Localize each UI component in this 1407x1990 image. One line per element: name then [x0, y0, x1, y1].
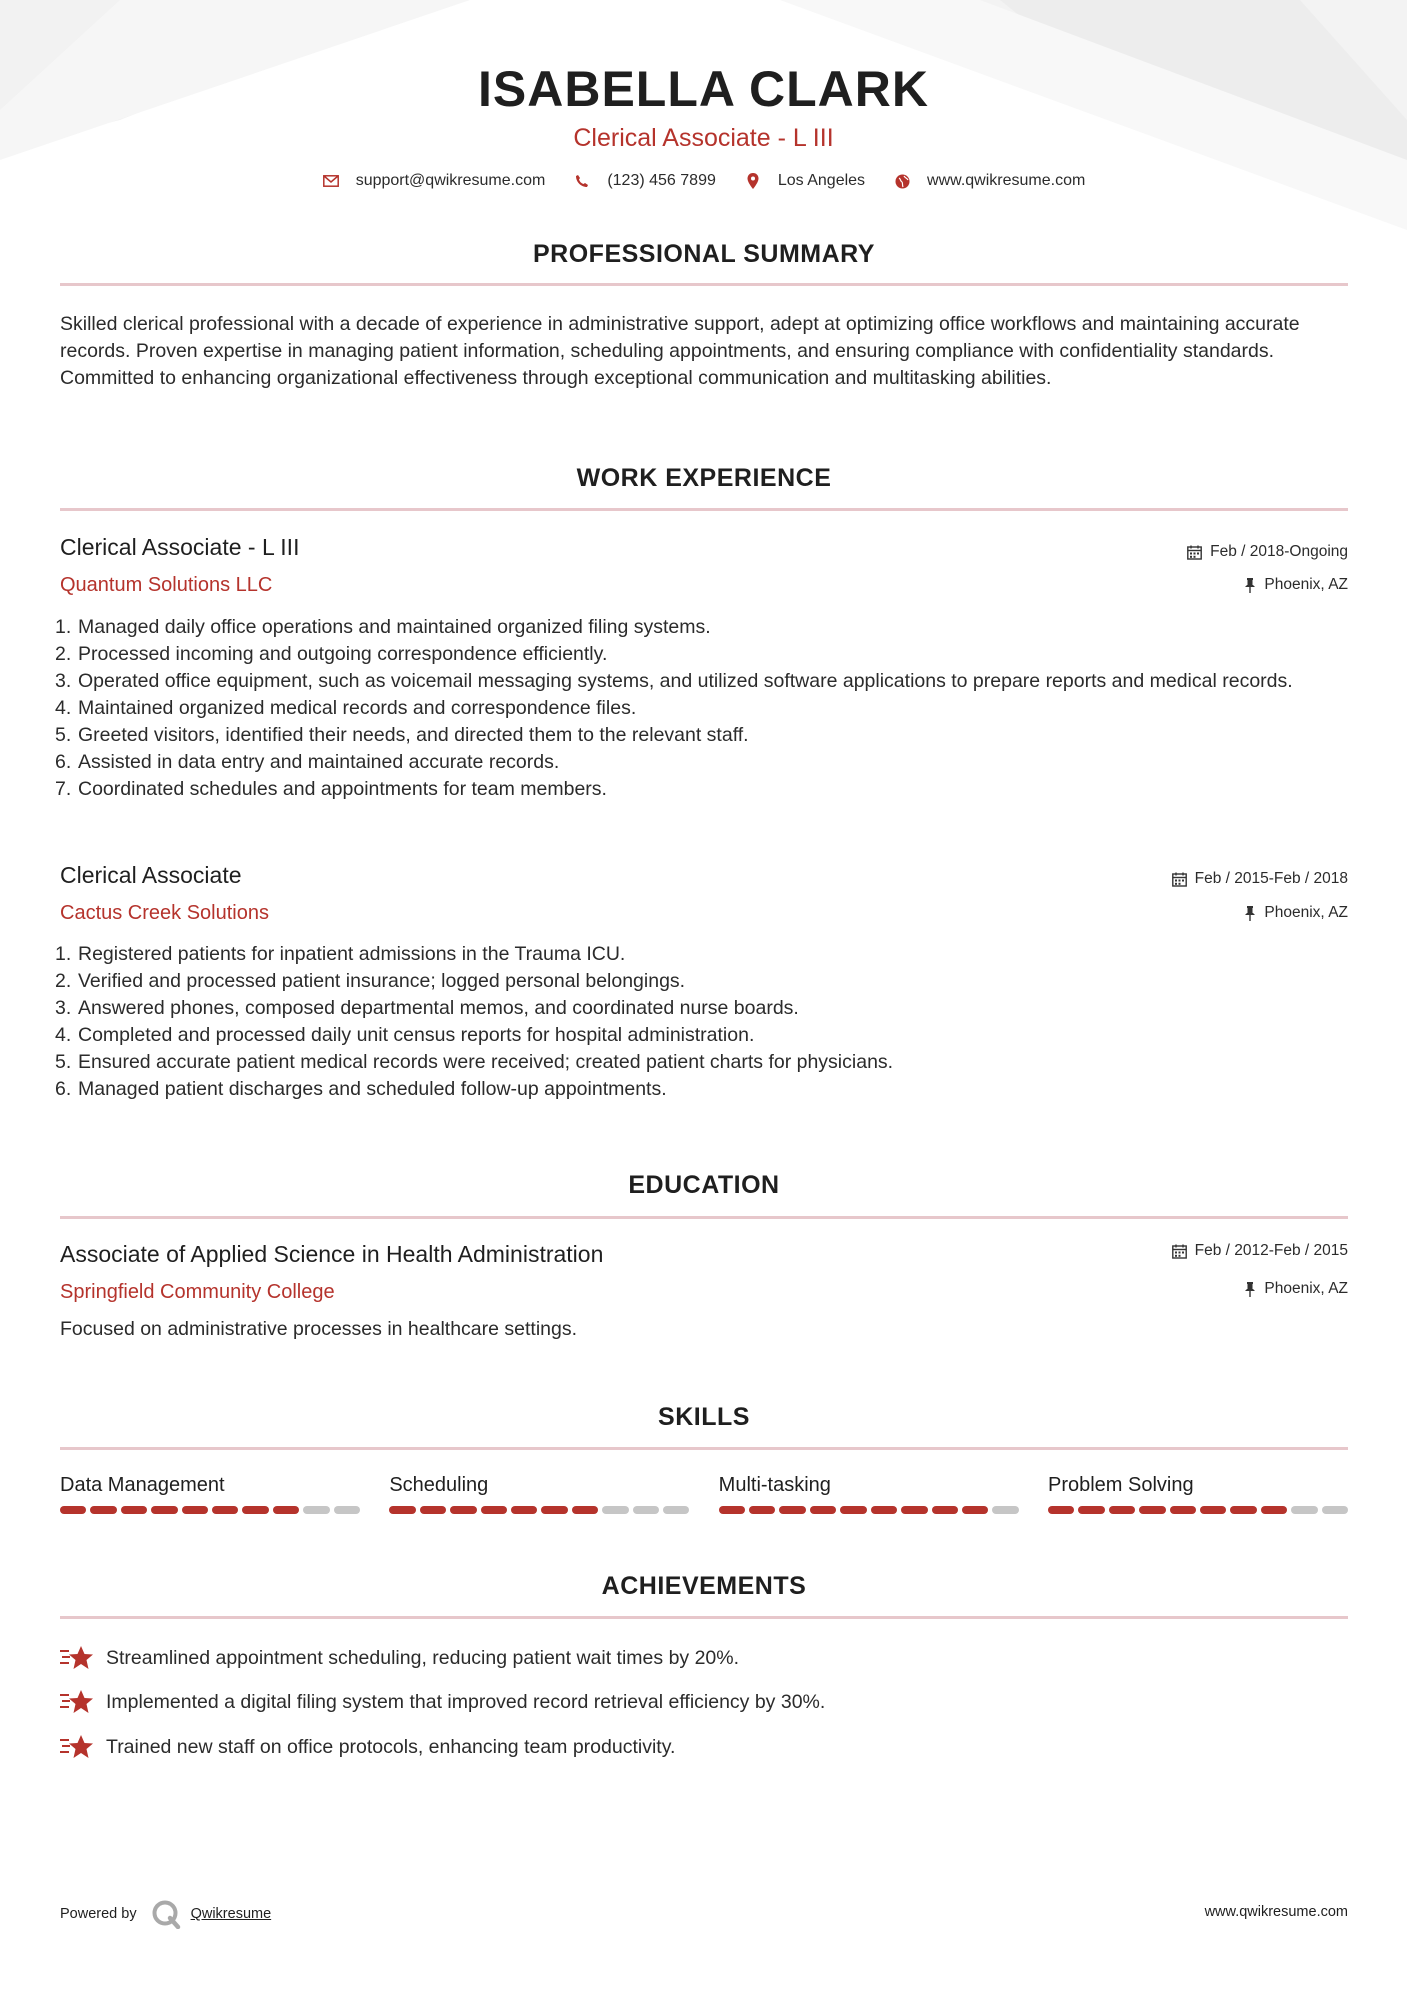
skill-item — [1048, 1472, 1348, 1514]
powered-by-label: Powered by — [60, 1906, 137, 1922]
job-responsibilities — [60, 614, 1348, 803]
pushpin-icon — [1244, 578, 1256, 593]
list-item: Ensured accurate patient medical records were received; created patient charts for physicians. — [78, 1051, 894, 1073]
list-item: Greeted visitors, identified their needs, and directed them to the relevant staff. — [78, 724, 749, 746]
skill-dot-empty — [1291, 1506, 1317, 1514]
skill-dot-filled — [242, 1506, 268, 1514]
skill-dot-filled — [962, 1506, 988, 1514]
achievement-text: Implemented a digital filing system that improved record retrieval efficiency by 30%. — [106, 1690, 826, 1713]
skill-dot-empty — [602, 1506, 628, 1514]
skill-dot-filled — [719, 1506, 745, 1514]
summary-text: Skilled clerical professional with a decade of experience in administrative support, adept at optimizing office workflows and maintaining accurate records. Proven expertise in managing patient information, scheduling appointments, and ensuring compliance with confidentiality standards. Committed to enhancing organizational effectiveness through exceptional communication and multitasking abilities. — [60, 313, 1300, 389]
skill-dot-filled — [1139, 1506, 1165, 1514]
list-item: Assisted in data entry and maintained accurate records. — [78, 751, 560, 773]
achievement-text: Streamlined appointment scheduling, reducing patient wait times by 20%. — [106, 1646, 740, 1669]
skill-dot-filled — [182, 1506, 208, 1514]
skill-dot-filled — [901, 1506, 927, 1514]
email-text: support@qwikresume.com — [355, 172, 546, 189]
skill-dot-filled — [749, 1506, 775, 1514]
skill-dot-filled — [810, 1506, 836, 1514]
list-item: Processed incoming and outgoing correspondence efficiently. — [78, 643, 608, 665]
job-dates-text: Feb / 2015-Feb / 2018 — [1194, 870, 1348, 887]
job-dates — [1187, 543, 1348, 561]
star-icon — [60, 1645, 94, 1671]
education-heading: EDUCATION — [628, 1171, 780, 1199]
star-icon — [60, 1734, 94, 1760]
skill-dot-filled — [779, 1506, 805, 1514]
skill-dot-filled — [90, 1506, 116, 1514]
education-description: Focused on administrative processes in healthcare settings. — [60, 1318, 578, 1340]
footer-website-link[interactable]: www.qwikresume.com — [1204, 1904, 1348, 1920]
candidate-title: Clerical Associate - L III — [573, 124, 834, 152]
skill-dot-filled — [871, 1506, 897, 1514]
skill-dot-filled — [212, 1506, 238, 1514]
education-location-text: Phoenix, AZ — [1264, 1280, 1348, 1297]
globe-icon — [893, 172, 911, 190]
list-item: Managed patient discharges and scheduled follow-up appointments. — [78, 1078, 667, 1100]
calendar-icon — [1187, 545, 1202, 560]
skill-dot-filled — [1200, 1506, 1226, 1514]
list-item: Registered patients for inpatient admissions in the Trauma ICU. — [78, 943, 626, 965]
skill-dot-filled — [1170, 1506, 1196, 1514]
experience-heading: WORK EXPERIENCE — [576, 464, 832, 492]
job-dates — [1172, 870, 1348, 888]
calendar-icon — [1172, 1244, 1187, 1259]
list-item: Answered phones, composed departmental memos, and coordinated nurse boards. — [78, 997, 799, 1019]
skill-dot-filled — [1048, 1506, 1074, 1514]
envelope-icon — [322, 172, 340, 190]
resume-header — [0, 58, 1407, 190]
skill-name: Problem Solving — [1047, 1474, 1194, 1496]
summary-heading: PROFESSIONAL SUMMARY — [533, 240, 875, 268]
skill-dot-filled — [1261, 1506, 1287, 1514]
contact-website[interactable] — [893, 172, 1085, 190]
pushpin-icon — [1244, 906, 1256, 921]
list-item: Managed daily office operations and maintained organized filing systems. — [78, 616, 711, 638]
star-icon — [60, 1689, 94, 1715]
footer-powered-by — [60, 1899, 271, 1929]
skill-dot-filled — [1230, 1506, 1256, 1514]
skill-dot-filled — [932, 1506, 958, 1514]
skill-dot-filled — [450, 1506, 476, 1514]
job-company: Quantum Solutions LLC — [60, 574, 273, 596]
skill-dot-empty — [992, 1506, 1018, 1514]
skill-item — [389, 1472, 689, 1514]
skill-dot-filled — [1078, 1506, 1104, 1514]
job-location — [1244, 904, 1348, 922]
contact-location — [744, 172, 865, 190]
degree-title: Associate of Applied Science in Health Administration — [60, 1241, 604, 1267]
skill-dot-empty — [1322, 1506, 1348, 1514]
skill-dot-filled — [541, 1506, 567, 1514]
skill-rating — [389, 1506, 689, 1514]
location-text: Los Angeles — [777, 172, 866, 189]
skill-item — [60, 1472, 360, 1514]
education-dates-text: Feb / 2012-Feb / 2015 — [1194, 1242, 1348, 1259]
skills-divider — [60, 1447, 1348, 1450]
skill-dot-filled — [572, 1506, 598, 1514]
school-name: Springfield Community College — [60, 1281, 335, 1303]
skills-list — [60, 1472, 1348, 1514]
skill-dot-filled — [840, 1506, 866, 1514]
qwikresume-logo-icon — [151, 1899, 181, 1929]
list-item: Operated office equipment, such as voicemail messaging systems, and utilized software applications to prepare reports and medical records. — [78, 670, 1293, 692]
pushpin-icon — [1244, 1282, 1256, 1297]
candidate-name: ISABELLA CLARK — [477, 61, 929, 117]
job-responsibilities — [60, 941, 1348, 1103]
contact-email[interactable] — [322, 172, 546, 190]
achievements-heading: ACHIEVEMENTS — [601, 1572, 807, 1600]
skill-dot-filled — [420, 1506, 446, 1514]
skill-rating — [1048, 1506, 1348, 1514]
education-location — [1244, 1280, 1348, 1298]
skill-dot-filled — [511, 1506, 537, 1514]
skill-dot-empty — [303, 1506, 329, 1514]
achievement-item — [60, 1689, 825, 1715]
list-item: Verified and processed patient insurance; logged personal belongings. — [78, 970, 686, 992]
skill-dot-filled — [121, 1506, 147, 1514]
calendar-icon — [1172, 872, 1187, 887]
job-title: Clerical Associate - L III — [60, 534, 300, 560]
skill-dot-filled — [389, 1506, 415, 1514]
job-location — [1244, 576, 1348, 594]
achievement-item — [60, 1734, 675, 1760]
list-item: Maintained organized medical records and correspondence files. — [78, 697, 637, 719]
skill-dot-filled — [60, 1506, 86, 1514]
map-pin-icon — [744, 172, 762, 190]
skills-heading: SKILLS — [658, 1403, 750, 1431]
qwikresume-link[interactable]: Qwikresume — [190, 1906, 272, 1922]
contact-phone[interactable] — [573, 172, 716, 190]
skill-name: Scheduling — [389, 1474, 489, 1496]
skill-dot-empty — [633, 1506, 659, 1514]
job-location-text: Phoenix, AZ — [1264, 904, 1348, 921]
contact-bar — [0, 172, 1407, 190]
skill-dot-empty — [663, 1506, 689, 1514]
list-item: Coordinated schedules and appointments for team members. — [78, 778, 607, 800]
achievement-item — [60, 1645, 739, 1671]
job-company: Cactus Creek Solutions — [60, 902, 269, 924]
skill-dot-filled — [151, 1506, 177, 1514]
job-dates-text: Feb / 2018-Ongoing — [1210, 543, 1348, 560]
education-divider — [60, 1216, 1348, 1219]
job-title: Clerical Associate — [60, 862, 242, 888]
skill-name: Multi-tasking — [718, 1474, 831, 1496]
skill-dot-filled — [273, 1506, 299, 1514]
skill-dot-empty — [334, 1506, 360, 1514]
list-item: Completed and processed daily unit census reports for hospital administration. — [78, 1024, 755, 1046]
website-text: www.qwikresume.com — [927, 172, 1086, 189]
experience-divider — [60, 508, 1348, 511]
skill-dot-filled — [1109, 1506, 1135, 1514]
phone-text: (123) 456 7899 — [607, 172, 716, 189]
skill-name: Data Management — [60, 1474, 225, 1496]
education-dates — [1172, 1242, 1348, 1260]
skill-rating — [60, 1506, 360, 1514]
summary-divider — [60, 283, 1348, 286]
achievements-divider — [60, 1616, 1348, 1619]
skill-rating — [719, 1506, 1019, 1514]
skill-item — [719, 1472, 1019, 1514]
phone-icon — [573, 172, 591, 190]
job-location-text: Phoenix, AZ — [1264, 576, 1348, 593]
achievement-text: Trained new staff on office protocols, enhancing team productivity. — [106, 1735, 676, 1758]
skill-dot-filled — [481, 1506, 507, 1514]
